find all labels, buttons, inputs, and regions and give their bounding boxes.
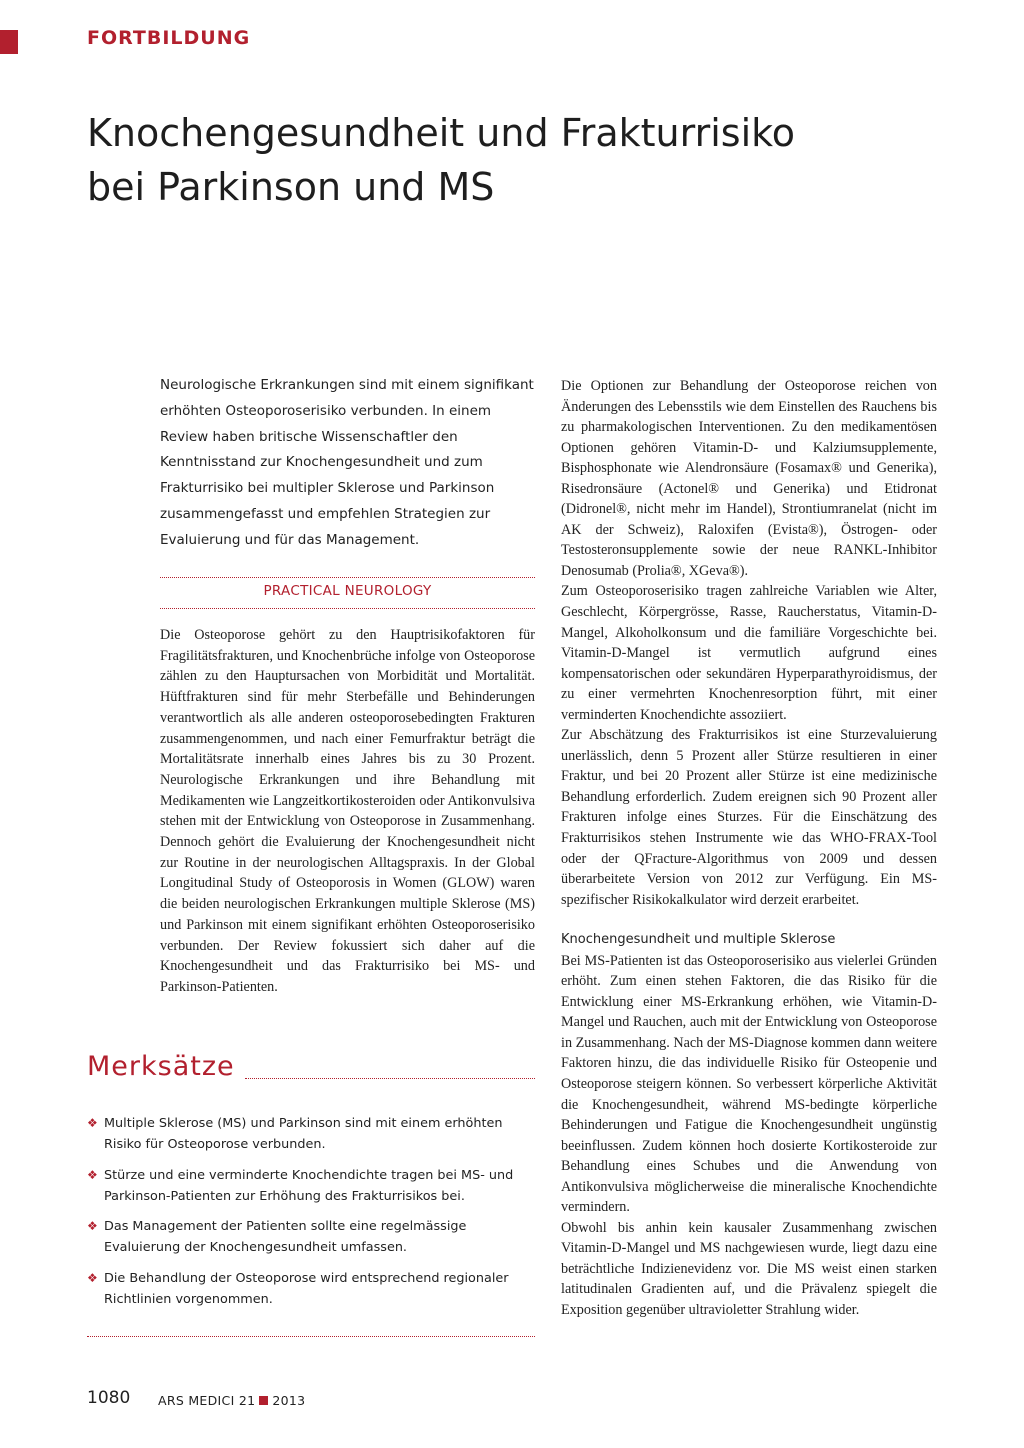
key-point-text: Die Behandlung der Osteoporose wird entsprechend regionaler Richtlinien vorgenommen. bbox=[104, 1270, 509, 1307]
key-point-text: Stürze und eine verminderte Knochendichte tragen bei MS- und Parkinson-Patienten zur Erhöhung des Frakturrisikos bei. bbox=[104, 1167, 514, 1204]
publication-info bbox=[158, 1393, 305, 1408]
diamond-bullet-icon: ❖ bbox=[87, 1116, 98, 1130]
body-paragraph: Zum Osteoporoserisiko tragen zahlreiche Variablen wie Alter, Geschlecht, Körpergrösse, Rasse, Raucherstatus, Vitamin-D-Mangel, Alkoholkonsum und die familiäre Vorgeschichte bei. Vitamin-D-Mangel ist vermutlich aufgrund eines kompensatorischen oder sekundären Hyperparathyroidismus, der zu einer vermehrten Knochenresorption führt, mit einer verminderten Knochendichte assoziiert. bbox=[561, 583, 937, 723]
dotted-divider-bottom bbox=[160, 608, 535, 609]
right-column bbox=[561, 376, 937, 1321]
intro-paragraph: Die Osteoporose gehört zu den Hauptrisikofaktoren für Fragilitätsfrakturen, und Knochenbrüche infolge von Osteoporose zählen zu den Hauptursachen von Morbidität und Mortalität. Hüftfrakturen sind für mehr Sterbefälle und Behinderungen verantwortlich als alle anderen osteoporosebedingten Frakturen zusammengenommen, und nach einer Femurfraktur beträgt die Mortalitätsrate innerhalb eines Jahres bis zu 30 Prozent. Neurologische Erkrankungen und ihre Behandlung mit Medikamenten wie Langzeitkortikosteroiden oder Antikonvulsiva stehen mit der Entwicklung von Osteoporose in Zusammenhang. Dennoch gehört die Evaluierung der Knochengesundheit nicht zur Routine in der neurologischen Alltagspraxis. In der Global Longitudinal Study of Osteoporosis in Women (GLOW) waren die beiden neurologischen Erkrankungen multiple Sklerose (MS) und Parkinson mit einem signifikant erhöhten Osteoporoserisiko verbunden. Der Review fokussiert sich daher auf die Knochengesundheit und das Frakturrisiko bei MS- und Parkinson-Patienten. bbox=[160, 627, 535, 995]
key-points-list bbox=[87, 1113, 537, 1319]
subheading: Knochengesundheit und multiple Sklerose bbox=[561, 932, 836, 948]
key-points-title: Merksätze bbox=[87, 1051, 235, 1082]
title-line-2: bei Parkinson und MS bbox=[87, 165, 495, 209]
diamond-bullet-icon: ❖ bbox=[87, 1167, 98, 1182]
diamond-bullet-icon: ❖ bbox=[87, 1270, 98, 1285]
source-label: PRACTICAL NEUROLOGY bbox=[263, 583, 432, 599]
page-number: 1080 bbox=[87, 1388, 131, 1408]
publication-name: ARS MEDICI 21 bbox=[158, 1393, 256, 1408]
key-point bbox=[87, 1268, 537, 1310]
key-point-text: Multiple Sklerose (MS) und Parkinson sind mit einem erhöhten Risiko für Osteoporose verbunden. bbox=[104, 1116, 503, 1152]
key-point bbox=[87, 1113, 537, 1155]
key-points-bottom-divider bbox=[87, 1336, 535, 1337]
key-point bbox=[87, 1216, 537, 1258]
publication-year: 2013 bbox=[272, 1393, 306, 1408]
article-title bbox=[87, 106, 947, 214]
body-paragraph: Bei MS-Patienten ist das Osteoporoserisiko aus vielerlei Gründen erhöht. Zum einen stehen Faktoren, die das Risiko für die Entwicklung einer MS-Erkrankung erhöhen, wie Vitamin-D-Mangel und Rauchen, auch mit der Entwicklung von Osteoporose in Zusammenhang. Nach der MS-Diagnose kommen dann weitere Faktoren hinzu, die das individuelle Risiko für Osteopenie und Osteoporose steigern können. So verbessert körperliche Aktivität die Knochengesundheit, während MS-bedingte körperliche Behinderungen und Fatigue die Knochengesundheit ungünstig beeinflussen. Zudem können hoch dosierte Kortikosteroide zur Behandlung eines Schubes und die Anwendung von Antikonvulsiva möglicherweise die mineralische Knochendichte vermindern. bbox=[561, 952, 937, 1216]
dotted-divider-top bbox=[160, 577, 535, 578]
section-marker bbox=[0, 30, 18, 54]
body-paragraph: Zur Abschätzung des Frakturrisikos ist eine Sturzevaluierung unerlässlich, denn 5 Prozent aller Stürze resultieren in einer Fraktur, und bei 20 Prozent aller Stürze ist eine medizinische Behandlung erforderlich. Zudem ereignen sich 90 Prozent aller Frakturen infolge eines Sturzes. Für die Einschätzung des Frakturrisikos stehen Instrumente wie das WHO-FRAX-Tool oder der QFracture-Algorithmus von 2009 und dessen überarbeitete Version von 2012 zur Verfügung. Ein MS-spezifischer Risikokalkulator wird derzeit erarbeitet. bbox=[561, 727, 937, 908]
lead-paragraph: Neurologische Erkrankungen sind mit einem signifikant erhöhten Osteoporoserisiko verbunden. In einem Review haben britische Wissenschaftler den Kenntnisstand zur Knochengesundheit und zum Frakturrisiko bei multipler Sklerose und Parkinson zusammengefasst und empfehlen Strategien zur Evaluierung und für das Management. bbox=[160, 377, 534, 548]
section-label: FORTBILDUNG bbox=[87, 27, 251, 49]
red-square-icon bbox=[259, 1396, 268, 1405]
key-point-text: Das Management der Patienten sollte eine regelmässige Evaluierung der Knochengesundheit umfassen. bbox=[104, 1219, 467, 1255]
title-line-1: Knochengesundheit und Frakturrisiko bbox=[87, 111, 796, 155]
body-paragraph: Die Optionen zur Behandlung der Osteoporose reichen von Änderungen des Lebensstils wie dem Einstellen des Rauchens bis zu pharmakologischen Interventionen. Zu den medikamentösen Optionen gehören Vitamin-D- und Kalziumsupplemente, Bisphosphonate wie Alendronsäure (Fosamax® und Generika), Risedronsäure (Actonel® und Generika) und Etidronat (Didronel®, nicht mehr im Handel), Strontiumranelat (nicht im AK der Schweiz), Raloxifen (Evista®), Östrogen- oder Testosteronsupplemente sowie der neue RANKL-Inhibitor Denosumab (Prolia®, XGeva®). bbox=[561, 378, 937, 579]
diamond-bullet-icon: ❖ bbox=[87, 1219, 98, 1233]
key-point bbox=[87, 1165, 537, 1207]
body-paragraph: Obwohl bis anhin kein kausaler Zusammenhang zwischen Vitamin-D-Mangel und MS nachgewiesen wurde, liegt dazu eine beträchtliche Indizienevidenz vor. Die MS weist einen starken latitudinalen Gradienten auf, und die Prävalenz spiegelt die Exposition gegenüber ultravioletter Strahlung wider. bbox=[561, 1219, 937, 1319]
key-points-title-dots bbox=[245, 1078, 535, 1079]
